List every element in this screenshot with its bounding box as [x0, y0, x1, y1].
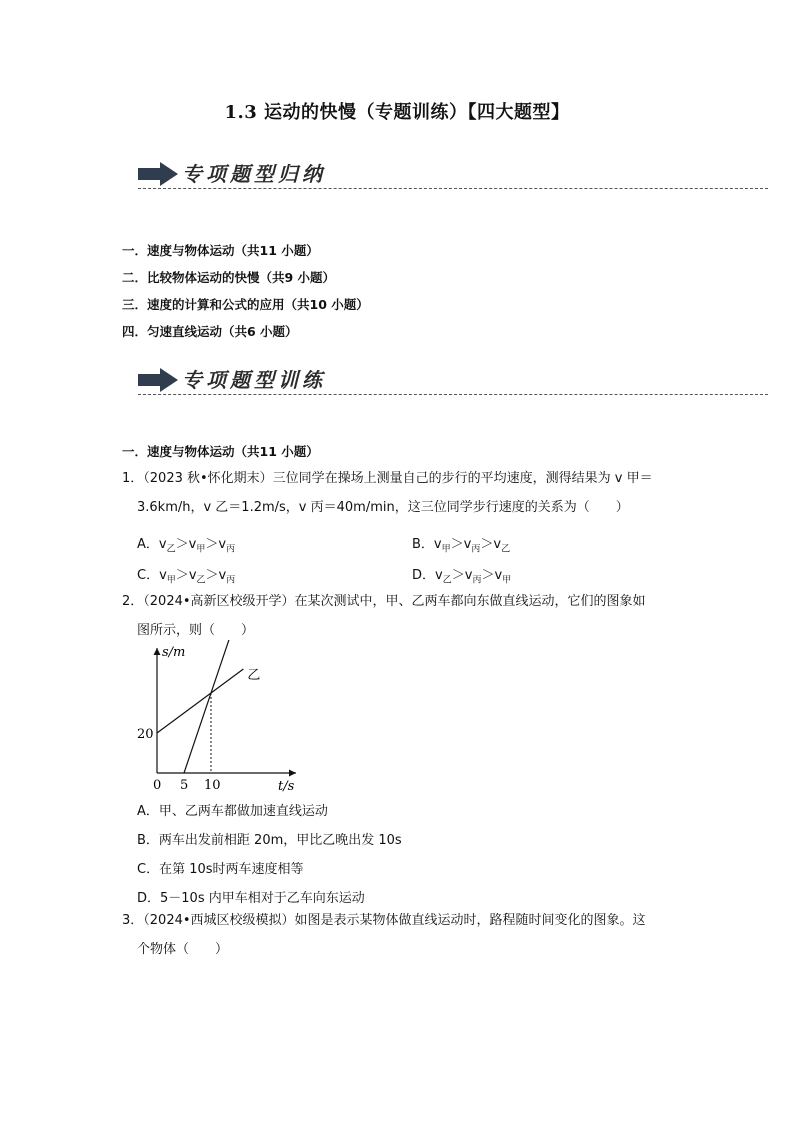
question-2-options: [137, 797, 697, 913]
topic-item: 三．速度的计算和公式的应用（共10 小题）: [122, 297, 369, 312]
y-tick-label: 20: [137, 727, 154, 742]
option-b[interactable]: B．两车出发前相距 20m，甲比乙晚出发 10s: [137, 833, 402, 848]
series-label: 乙: [247, 668, 261, 683]
option-b[interactable]: B．$v_甲>v_丙>v_乙$: [412, 537, 511, 555]
option-c[interactable]: C．$v_甲>v_乙>v_丙$: [137, 568, 236, 586]
arrow-icon: [138, 162, 178, 186]
section-banner-training: [138, 364, 768, 398]
x-axis-label: t/s: [278, 779, 295, 794]
question-text: 图所示，则（ ）: [137, 623, 255, 638]
question-text: 3．（2024•西城区校级模拟）如图是表示某物体做直线运动时，路程随时间变化的图象。这: [122, 913, 646, 928]
st-graph: [130, 640, 320, 800]
topic-item: 四．匀速直线运动（共6 小题）: [122, 324, 298, 339]
banner-divider: [138, 394, 768, 395]
topic-item: 一．速度与物体运动（共11 小题）: [122, 243, 319, 258]
banner-label: 专项题型归纳: [182, 162, 326, 186]
x-tick-label: 0: [153, 778, 162, 793]
topic-item: 二．比较物体运动的快慢（共9 小题）: [122, 270, 336, 285]
banner-divider: [138, 188, 768, 189]
banner-label: 专项题型训练: [182, 368, 326, 392]
section-heading: 一．速度与物体运动（共11 小题）: [122, 444, 319, 459]
option-a[interactable]: A．甲、乙两车都做加速直线运动: [137, 804, 328, 819]
question-text: 个物体（ ）: [137, 942, 229, 957]
option-d[interactable]: D．5－10s 内甲车相对于乙车向东运动: [137, 891, 365, 906]
question-text: 3.6km/h，v 乙＝1.2m/s，v 丙＝40m/min，这三位同学步行速度的关系为（ ）: [137, 500, 629, 515]
question-3: [122, 906, 682, 964]
topic-list: [122, 241, 369, 349]
question-1: [122, 464, 682, 522]
y-axis-label: s/m: [162, 645, 186, 660]
section-banner-summary: [138, 158, 768, 192]
x-tick-label: 5: [180, 778, 189, 793]
x-tick-label: 10: [204, 778, 221, 793]
page-title: 1.3 运动的快慢（专题训练）【四大题型】: [224, 102, 570, 123]
option-a[interactable]: A．$v_乙>v_甲>v_丙$: [137, 537, 236, 555]
arrow-icon: [138, 368, 178, 392]
question-text: 1．（2023 秋•怀化期末）三位同学在操场上测量自己的步行的平均速度，测得结果为 v 甲＝: [122, 471, 653, 486]
option-d[interactable]: D．$v_乙>v_丙>v_甲$: [412, 568, 512, 586]
question-2: [122, 587, 682, 645]
option-c[interactable]: C．在第 10s时两车速度相等: [137, 862, 304, 877]
question-text: 2．（2024•高新区校级开学）在某次测试中，甲、乙两车都向东做直线运动，它们的图象如: [122, 594, 646, 609]
